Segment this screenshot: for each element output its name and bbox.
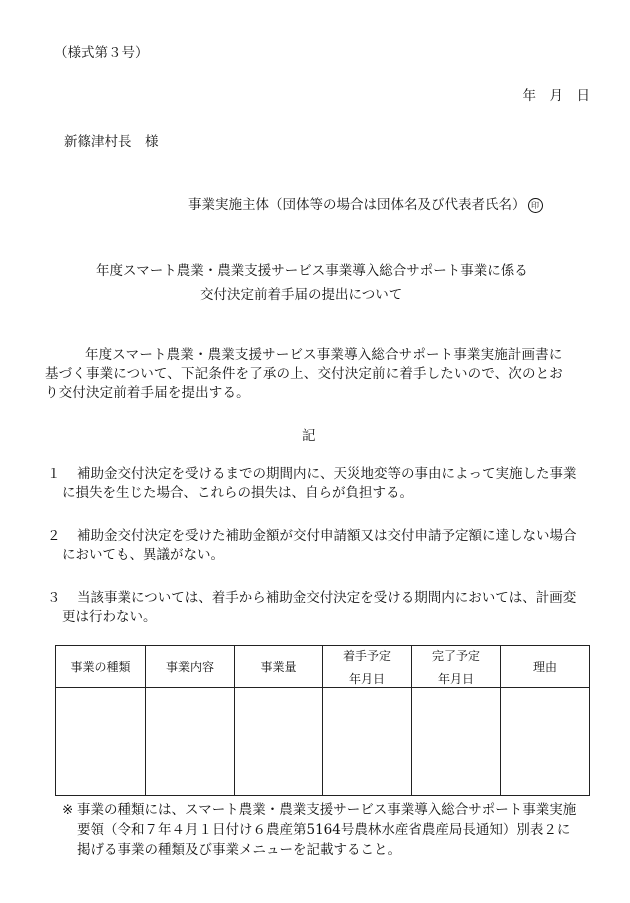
cell-business-content[interactable]: [146, 688, 235, 796]
form-number: （様式第３号）: [54, 45, 149, 61]
condition-number: ３: [47, 590, 61, 606]
cell-reason[interactable]: [501, 688, 590, 796]
seal-icon: 印: [528, 198, 543, 213]
condition-text: 補助金交付決定を受けた補助金額が交付申請額又は交付申請予定額に達しない場合においても、異議がない。: [62, 528, 577, 563]
condition-text: 補助金交付決定を受けるまでの期間内に、天災地変等の事由によって実施した事業に損失を生じた場合、これらの損失は、自らが負担する。: [62, 466, 577, 501]
condition-item: [47, 465, 577, 503]
table-row: [56, 688, 590, 796]
cell-completion-date[interactable]: [412, 688, 501, 796]
addressee: 新篠津村長 様: [64, 134, 159, 150]
applicant-line: [188, 193, 543, 213]
table-header-row: [56, 646, 590, 688]
ki-label: 記: [302, 428, 316, 444]
body-paragraph: 年度スマート農業・農業支援サービス事業導入総合サポート事業実施計画書に基づく事業について、下記条件を了承の上、交付決定前に着手したいので、次のとおり交付決定前着手届を提出する。: [45, 347, 563, 401]
header-business-type: 事業の種類: [56, 646, 146, 688]
header-reason: 理由: [501, 646, 590, 688]
date-line: 年 月 日: [522, 88, 590, 104]
condition-number: １: [47, 466, 61, 482]
header-completion-date: 完了予定 年月日: [412, 646, 501, 688]
document-title-line-2: 交付決定前着手届の提出について: [200, 287, 403, 303]
applicant-label: 事業実施主体（団体等の場合は団体名及び代表者氏名）: [188, 197, 526, 213]
condition-text: 当該事業については、着手から補助金交付決定を受ける期間内においては、計画変更は行わない。: [62, 590, 577, 625]
cell-start-date[interactable]: [323, 688, 412, 796]
cell-business-volume[interactable]: [235, 688, 323, 796]
header-business-volume: 事業量: [235, 646, 323, 688]
condition-number: ２: [47, 528, 61, 544]
schedule-table: [55, 645, 590, 796]
footnote: [62, 800, 582, 860]
note-text: 事業の種類には、スマート農業・農業支援サービス事業導入総合サポート事業実施要領（令和７年４月１日付け６農産第5164号農林水産省農産局長通知）別表２に掲げる事業の種類及び事業メニューを記載すること。: [77, 802, 577, 858]
condition-item: [47, 589, 577, 627]
header-business-content: 事業内容: [146, 646, 235, 688]
document-title-line-1: 年度スマート農業・農業支援サービス事業導入総合サポート事業に係る: [96, 263, 528, 279]
note-mark: ※: [62, 802, 74, 818]
cell-business-type[interactable]: [56, 688, 146, 796]
condition-item: [47, 527, 577, 565]
header-start-date: 着手予定 年月日: [323, 646, 412, 688]
